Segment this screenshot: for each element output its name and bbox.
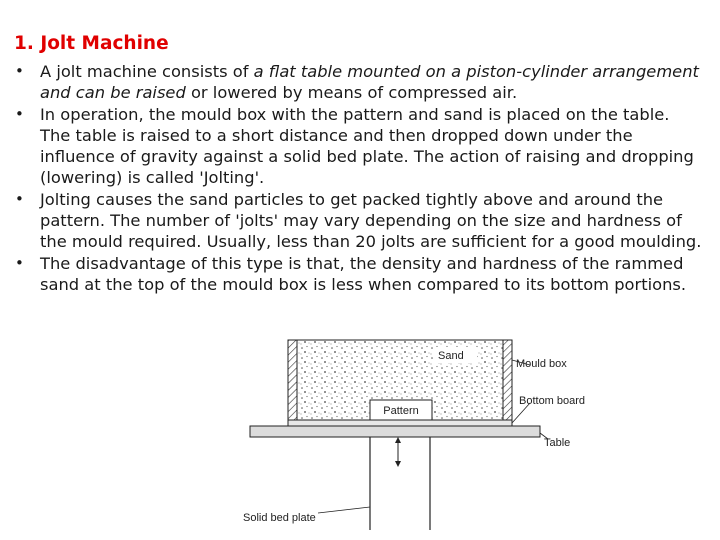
bottom-board xyxy=(288,420,512,426)
bullet-dot: • xyxy=(15,189,24,208)
bullet-item xyxy=(14,253,704,296)
table-label: Table xyxy=(544,437,571,449)
pattern-label: Pattern xyxy=(383,405,419,417)
bullet-dot: • xyxy=(15,104,24,123)
bullet-dot: • xyxy=(15,253,24,272)
bullet-item xyxy=(14,189,704,253)
jolt-arrow-up-head xyxy=(395,437,401,443)
bullet-list xyxy=(14,61,704,295)
bullet-text: Jolting causes the sand particles to get packed tightly above and around the pattern. The number of 'jolts' may vary depending on the size and hardness of the mould required. Usually, less than 20 jolts are sufficient for a good moulding. xyxy=(40,189,702,252)
bullet-text: The disadvantage of this type is that, the density and hardness of the rammed sand at the top of the mould box is less when compared to its bottom portions. xyxy=(40,253,687,294)
table xyxy=(250,426,540,437)
jolt-arrow-down-head xyxy=(395,461,401,467)
bullet-text-part: or lowered by means of compressed air. xyxy=(185,83,518,103)
bullet-dot: • xyxy=(15,62,24,80)
mould-box-left-wall xyxy=(288,340,297,420)
bullet-text-part: A jolt machine consists of xyxy=(40,62,254,81)
slide-title: 1. Jolt Machine xyxy=(14,33,169,54)
bullet-text: In operation, the mould box with the pattern and sand is placed on the table. The table is raised to a short distance and then dropped down under the influence of gravity against a solid bed plate. The action of raising and dropping (lowering) is called 'Jolting'. xyxy=(40,104,694,188)
bullet-item xyxy=(14,61,704,104)
mould-box-right-wall xyxy=(503,340,512,420)
jolt-machine-diagram xyxy=(230,335,610,535)
sand-label: Sand xyxy=(438,350,464,362)
solid-bed-plate-label: Solid bed plate xyxy=(243,512,316,524)
bottom-board-label: Bottom board xyxy=(519,395,586,407)
mould-box-label: Mould box xyxy=(516,358,567,370)
bullet-item xyxy=(14,104,704,189)
bullet-text-italic: a flat table mounted on a piston-cylinder arrangement and can be raised xyxy=(40,62,699,103)
solid-bed-plate-leader xyxy=(318,507,370,513)
bullet-text xyxy=(40,61,704,104)
